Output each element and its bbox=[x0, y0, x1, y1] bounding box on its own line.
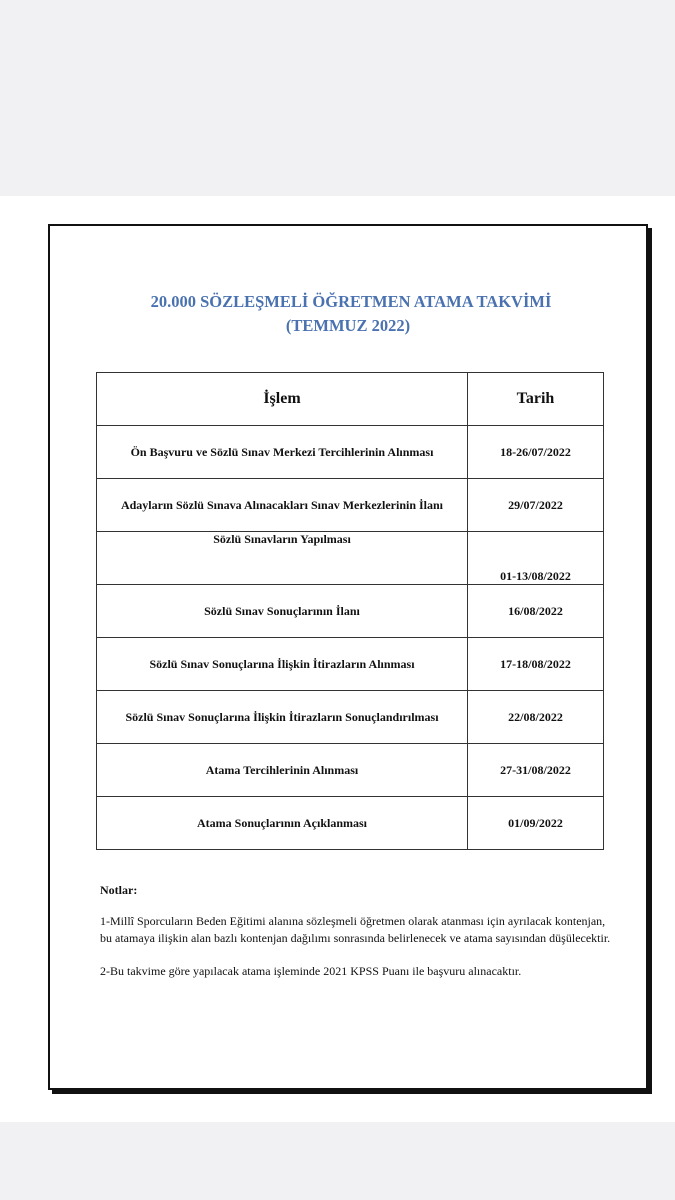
row-tarih: 01/09/2022 bbox=[468, 797, 604, 850]
document-title bbox=[50, 290, 646, 338]
note-item: 1-Millî Sporcuların Beden Eğitimi alanına sözleşmeli öğretmen olarak atanması için ayrılacak kontenjan, bu atamaya ilişkin alan bazlı kontenjan dağılımı sonrasında belirlenecek ve atama sayısından düşülecektir. bbox=[100, 914, 611, 945]
row-tarih: 27-31/08/2022 bbox=[468, 744, 604, 797]
notes-title: Notlar: bbox=[100, 883, 138, 897]
document-page bbox=[0, 196, 675, 1122]
title-line-1: 20.000 SÖZLEŞMELİ ÖĞRETMEN ATAMA TAKVİMİ bbox=[150, 292, 552, 311]
table-row bbox=[97, 744, 604, 797]
header-tarih: Tarih bbox=[468, 373, 604, 426]
table-header-row bbox=[97, 373, 604, 426]
table-row bbox=[97, 479, 604, 532]
header-islem: İşlem bbox=[97, 373, 468, 426]
notes-section bbox=[100, 882, 615, 996]
table-row bbox=[97, 426, 604, 479]
table-row bbox=[97, 585, 604, 638]
table-row bbox=[97, 532, 604, 585]
row-tarih: 18-26/07/2022 bbox=[468, 426, 604, 479]
row-islem: Atama Tercihlerinin Alınması bbox=[97, 744, 468, 797]
row-tarih: 22/08/2022 bbox=[468, 691, 604, 744]
schedule-table bbox=[96, 372, 604, 850]
row-islem: Sözlü Sınav Sonuçlarına İlişkin İtirazların Alınması bbox=[97, 638, 468, 691]
row-islem: Sözlü Sınav Sonuçlarına İlişkin İtirazların Sonuçlandırılması bbox=[97, 691, 468, 744]
table-row bbox=[97, 638, 604, 691]
row-islem: Adayların Sözlü Sınava Alınacakları Sınav Merkezlerinin İlanı bbox=[97, 479, 468, 532]
title-line-2: (TEMMUZ 2022) bbox=[285, 316, 411, 335]
row-islem: Sözlü Sınavların Yapılması bbox=[97, 532, 468, 585]
document-frame bbox=[48, 224, 648, 1090]
table-row bbox=[97, 691, 604, 744]
table-row bbox=[97, 797, 604, 850]
row-tarih: 17-18/08/2022 bbox=[468, 638, 604, 691]
row-islem: Sözlü Sınav Sonuçlarının İlanı bbox=[97, 585, 468, 638]
row-tarih: 01-13/08/2022 bbox=[468, 532, 604, 585]
row-islem: Atama Sonuçlarının Açıklanması bbox=[97, 797, 468, 850]
row-tarih: 16/08/2022 bbox=[468, 585, 604, 638]
row-islem: Ön Başvuru ve Sözlü Sınav Merkezi Tercihlerinin Alınması bbox=[97, 426, 468, 479]
note-item: 2-Bu takvime göre yapılacak atama işleminde 2021 KPSS Puanı ile başvuru alınacaktır. bbox=[100, 964, 522, 978]
row-tarih: 29/07/2022 bbox=[468, 479, 604, 532]
